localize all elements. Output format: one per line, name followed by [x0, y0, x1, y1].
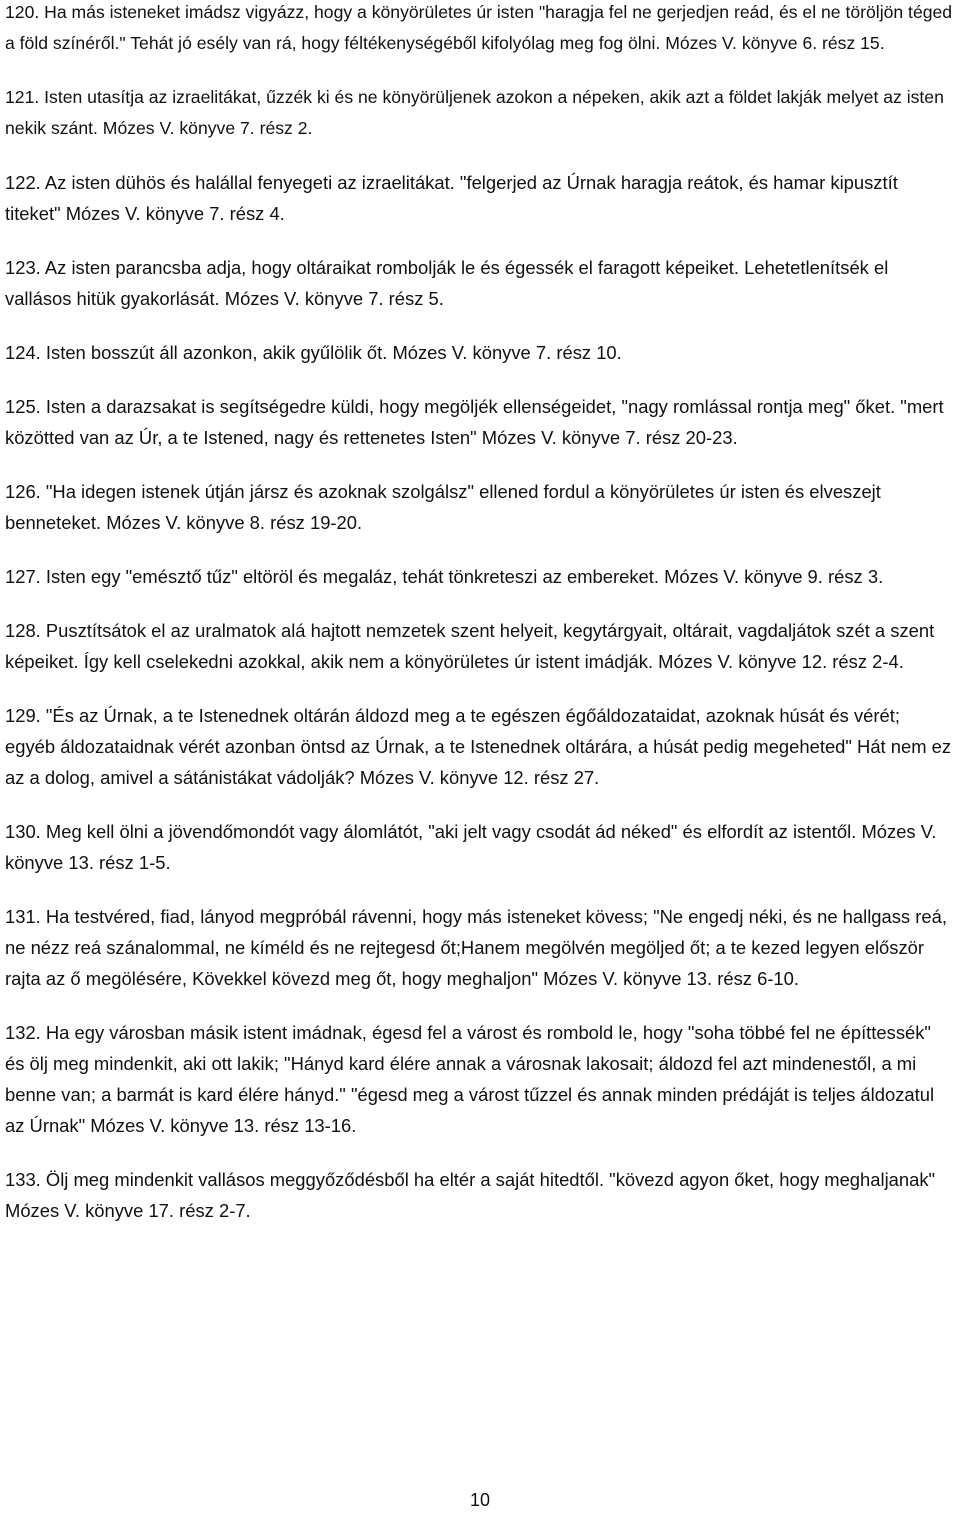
- paragraph-130: 130. Meg kell ölni a jövendőmondót vagy álomlátót, "aki jelt vagy csodát ád néked" és elfordít az istentől. Mózes V. könyve 13. rész 1-5.: [5, 821, 937, 873]
- paragraph-129: 129. "És az Úrnak, a te Istenednek oltárán áldozd meg a te egészen égőáldozataidat, azoknak húsát és vérét; egyéb áldozataidnak vérét azonban öntsd az Úrnak, a te Istenednek oltárára, a húsát pedig megeheted" Hát nem ez az a dolog, amivel a sátánistákat vádolják? Mózes V. könyve 12. rész 27.: [5, 705, 952, 788]
- paragraph-128: 128. Pusztítsátok el az uralmatok alá hajtott nemzetek szent helyeit, kegytárgyait, oltárait, vagdaljátok szét a szent képeiket. Így kell cselekedni azokkal, akik nem a könyörületes úr istent imádják. Mózes V. könyve 12. rész 2-4.: [5, 620, 935, 672]
- paragraph-127: 127. Isten egy "emésztő tűz" eltöröl és megaláz, tehát tönkreteszi az embereket. Mózes V. könyve 9. rész 3.: [5, 566, 884, 587]
- page-number: 10: [469, 1490, 491, 1510]
- paragraph-125: 125. Isten a darazsakat is segítségedre küldi, hogy megöljék ellenségeidet, "nagy romlással rontja meg" őket. "mert közötted van az Úr, a te Istened, nagy és rettenetes Isten" Mózes V. könyve 7. rész 20-23.: [5, 396, 944, 448]
- paragraph-120: 120. Ha más isteneket imádsz vigyázz, hogy a könyörületes úr isten "haragja fel ne gerjedjen reád, és el ne töröljön téged a föld színéről." Tehát jó esély van rá, hogy féltékenységéből kifolyólag meg fog ölni. Mózes V. könyve 6. rész 15.: [5, 2, 953, 53]
- paragraph-133: 133. Ölj meg mindenkit vallásos meggyőződésből ha eltér a saját hitedtől. "kövezd agyon őket, hogy meghaljanak" Mózes V. könyve 17. rész 2-7.: [5, 1169, 936, 1221]
- document-body: [5, 0, 955, 1249]
- paragraph-132: 132. Ha egy városban másik istent imádnak, égesd fel a várost és rombold le, hogy "soha többé fel ne építtessék" és ölj meg mindenkit, aki ott lakik; "Hányd kard élére annak a városnak lakosait; áldozd fel azt mindenestől, a mi benne van; a barmát is kard élére hányd." "égesd meg a várost tűzzel és annak minden prédáját is teljes áldozatul az Úrnak" Mózes V. könyve 13. rész 13-16.: [5, 1022, 935, 1136]
- paragraph-121: 121. Isten utasítja az izraelitákat, űzzék ki és ne könyörüljenek azokon a népeken, akik azt a földet lakják melyet az isten nekik szánt. Mózes V. könyve 7. rész 2.: [5, 87, 944, 138]
- paragraph-131: 131. Ha testvéred, fiad, lányod megpróbál rávenni, hogy más isteneket kövess; "Ne engedj néki, és ne hallgass reá, ne nézz reá szánalommal, ne kíméld és ne rejtegesd őt;Hanem megölvén megöljed őt; a te kezed legyen először rajta az ő megölésére, Kövekkel kövezd meg őt, hogy meghaljon" Mózes V. könyve 13. rész 6-10.: [5, 906, 947, 989]
- paragraph-123: 123. Az isten parancsba adja, hogy oltáraikat rombolják le és égessék el faragott képeiket. Lehetetlenítsék el vallásos hitük gyakorlását. Mózes V. könyve 7. rész 5.: [5, 257, 889, 309]
- paragraph-126: 126. "Ha idegen istenek útján jársz és azoknak szolgálsz" ellened fordul a könyörületes úr isten és elveszejt benneteket. Mózes V. könyve 8. rész 19-20.: [5, 481, 881, 533]
- paragraph-122: 122. Az isten dühös és halállal fenyegeti az izraelitákat. "felgerjed az Úrnak haragja reátok, és hamar kipusztít titeket" Mózes V. könyve 7. rész 4.: [5, 172, 898, 224]
- paragraph-124: 124. Isten bosszút áll azonkon, akik gyűlölik őt. Mózes V. könyve 7. rész 10.: [5, 342, 622, 363]
